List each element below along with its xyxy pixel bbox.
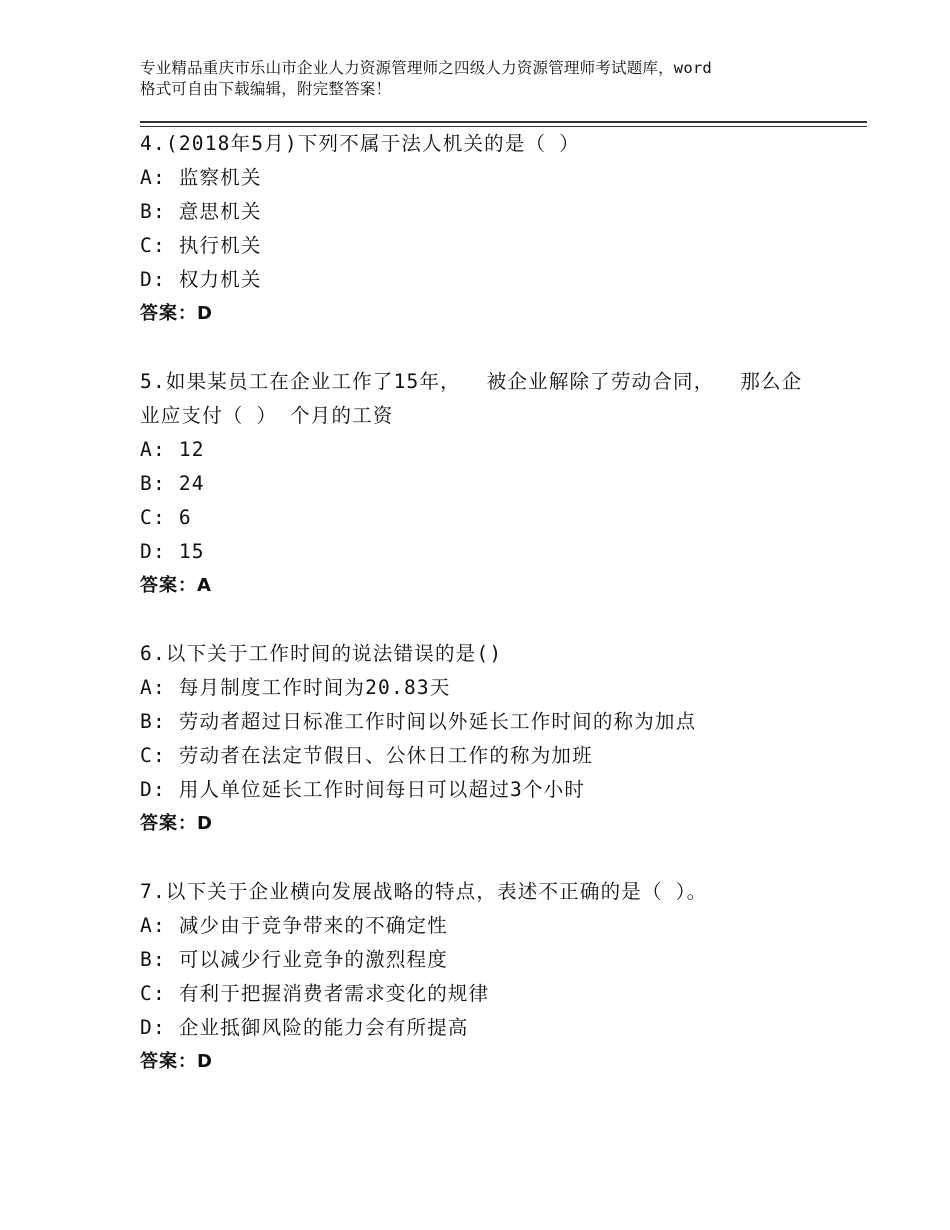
question-stem-continued: 业应支付（ ） 个月的工资 [140,404,394,427]
option-c: C: 6 [140,506,192,529]
option-d: D: 用人单位延长工作时间每日可以超过3个小时 [140,778,586,801]
option-b: B: 24 [140,472,205,495]
answer-label: 答案：D [140,303,213,324]
option-a: A: 12 [140,438,205,461]
question-stem: 4.(2018年5月)下列不属于法人机关的是（ ） [140,132,580,155]
question-6 [140,637,820,841]
question-4 [140,127,820,331]
option-d: D: 企业抵御风险的能力会有所提高 [140,1016,469,1039]
option-c: C: 劳动者在法定节假日、公休日工作的称为加班 [140,744,593,767]
option-c: C: 有利于把握消费者需求变化的规律 [140,982,490,1005]
header-line-1: 专业精品重庆市乐山市企业人力资源管理师之四级人力资源管理师考试题库，word [140,59,712,77]
option-b: B: 劳动者超过日标准工作时间以外延长工作时间的称为加点 [140,710,697,733]
answer-label: 答案：D [140,813,213,834]
document-header [140,58,830,100]
option-d: D: 权力机关 [140,268,262,291]
option-b: B: 可以减少行业竞争的激烈程度 [140,948,448,971]
option-c: C: 执行机关 [140,234,262,257]
question-7 [140,875,820,1079]
question-stem: 6.以下关于工作时间的说法错误的是() [140,642,503,665]
question-stem: 5.如果某员工在企业工作了15年， 被企业解除了劳动合同， 那么企 [140,370,803,393]
option-b: B: 意思机关 [140,200,262,223]
question-list [140,127,820,1113]
question-stem: 7.以下关于企业横向发展战略的特点，表述不正确的是（ ）。 [140,880,708,903]
header-line-2: 格式可自由下载编辑，附完整答案！ [140,80,392,98]
option-a: A: 监察机关 [140,166,262,189]
option-a: A: 减少由于竞争带来的不确定性 [140,914,448,937]
option-d: D: 15 [140,540,205,563]
option-a: A: 每月制度工作时间为20.83天 [140,676,451,699]
answer-label: 答案：D [140,1051,213,1072]
header-divider-thick [140,121,867,123]
answer-label: 答案：A [140,575,212,596]
question-5 [140,365,820,603]
